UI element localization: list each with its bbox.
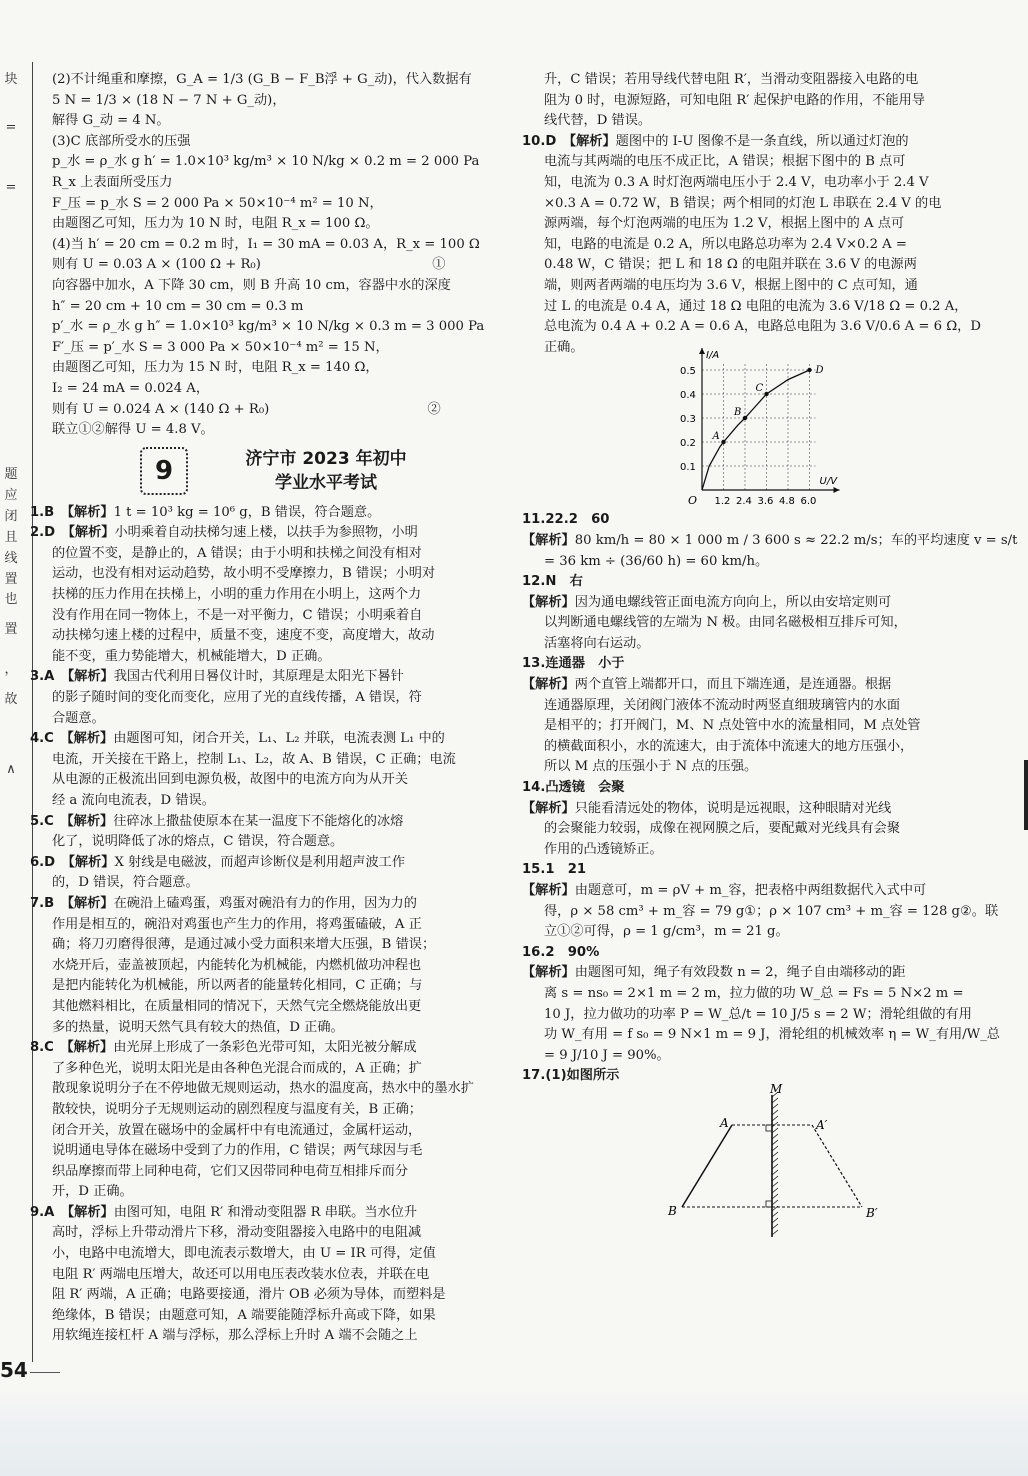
right-answer-first-line [522, 1066, 1000, 1087]
right-answer-first-line [522, 963, 1000, 984]
curve-point [743, 416, 747, 420]
answer-line: 知，电路的电流是 0.2 A，所以电路总功率为 2.4 V×0.2 A = [544, 236, 907, 252]
solution-line: 解得 G_动 = 4 N。 [52, 113, 170, 129]
answer-text: 由题图可知，绳子有效段数 n = 2，绳子自由端移动的距 [574, 965, 906, 981]
answer-line: 源两端，每个灯泡两端的电压为 1.2 V，根据上图中的 A 点可 [544, 216, 905, 232]
margin-char: = [5, 180, 17, 195]
right-answer-first-line [522, 943, 1000, 964]
solution-line: h″ = 20 cm + 10 cm = 30 cm = 0.3 m [52, 298, 304, 314]
answer-line: 高时，浮标上升带动滑片下移，滑动变阻器接入电路中的电阻减 [52, 1225, 422, 1241]
label-b-prime: B′ [866, 1205, 878, 1220]
answer-line: 正确。 [544, 339, 584, 355]
solution-line: p_水 = ρ_水 g h′ = 1.0×10³ kg/m³ × 10 N/kg × 0.2 m = 2 000 Pa [52, 154, 480, 170]
answer-text: 小明乘着自动扶梯匀速上楼，以扶手为参照物，小明 [114, 525, 418, 541]
left-answer [30, 503, 508, 524]
y-axis-label: I/A [706, 350, 720, 362]
margin-char: 置 [4, 572, 18, 587]
answer-line: 连通器原理，关闭阀门液体不流动时两竖直细玻璃管内的水面 [544, 697, 901, 713]
right-answer [522, 1066, 1000, 1087]
answer-line: 从电源的正极流出回到电源负极，故图中的电流方向为从开关 [52, 772, 409, 788]
solution-line: 由题图乙可知，压力为 15 N 时，电阻 R_x = 140 Ω， [52, 360, 379, 376]
left-answer-first-line [30, 894, 508, 915]
x-arrow [834, 487, 840, 493]
answer-text: X 射线是电磁波，而超声诊断仪是利用超声波工作 [114, 854, 406, 870]
solution-line: 联立①②解得 U = 4.8 V。 [52, 422, 214, 438]
answer-line: 开，D 正确。 [52, 1184, 133, 1200]
answer-head: 9.A 【解析】 [30, 1204, 114, 1220]
right-answer [522, 572, 1000, 593]
answer-line: 织品摩擦而带上同种电荷，它们又因带同种电荷互相排斥而分 [52, 1163, 409, 1179]
iu-graph [522, 350, 1000, 510]
mirror-hatch [772, 1146, 778, 1151]
right-answer [522, 654, 1000, 675]
answer-text: 由题图可知，闭合开关，L₁、L₂ 并联，电流表测 L₁ 中的 [113, 731, 445, 747]
solution-line: 由题图乙可知，压力为 10 N 时，电阻 R_x = 100 Ω。 [52, 216, 379, 232]
q10-answer-first-line [522, 132, 1000, 153]
solution-line: 则有 U = 0.024 A × (140 Ω + R₀) ② [52, 401, 441, 417]
x-tick-label: 1.2 [714, 496, 731, 508]
mirror-hatch [772, 1098, 778, 1103]
solution-line: 则有 U = 0.03 A × (100 Ω + R₀) ① [52, 257, 446, 273]
answer-line: 绝缘体，B 错误；由题意可知，A 端要能随浮标升高或下降，如果 [52, 1307, 436, 1323]
mirror-hatch [772, 1212, 778, 1217]
y-tick-label: 0.2 [680, 438, 696, 450]
answer-head: 【解析】 [522, 965, 575, 981]
right-answer [522, 531, 1018, 572]
answer-line: 散现象说明分子在不停地做无规则运动，热水的温度高，热水中的墨水扩 [52, 1081, 474, 1097]
footer-background [0, 1390, 1028, 1476]
answer-line: 离 s = ns₀ = 2×1 m = 2 m，拉力做的功 W_总 = Fs = 5 N×2 m = [544, 985, 964, 1001]
mirror-hatch [772, 1122, 778, 1127]
answer-text: 两个直管上端都开口，而且下端连通，是连通器。根据 [574, 677, 892, 693]
answer-line: 用软绳连接杠杆 A 端与浮标，那么浮标上升时 A 端不会随之上 [52, 1328, 418, 1344]
margin-char: ， [4, 662, 18, 677]
answer-line: 活塞将向右运动。 [544, 635, 650, 651]
margin-char: 线 [4, 551, 18, 566]
mirror-hatch [772, 1218, 778, 1223]
answer-line: 的会聚能力较弱，成像在视网膜之后，要配戴对光线具有会聚 [544, 821, 901, 837]
left-answer-first-line [30, 667, 508, 688]
answer-head: 6.D 【解析】 [30, 854, 115, 870]
mirror-hatch [772, 1182, 778, 1187]
margin-char: 置 [4, 622, 18, 637]
right-answer-first-line [522, 572, 1000, 593]
answer-head: 【解析】 [522, 800, 575, 816]
answer-line: 动扶梯匀速上楼的过程中，质量不变，速度不变，高度增大，故动 [52, 628, 435, 644]
mirror-hatch [772, 1134, 778, 1139]
answer-line: 说明通电导体在磁场中受到了力的作用，C 错误；两气球因与毛 [52, 1143, 423, 1159]
right-answer-first-line [522, 654, 1000, 675]
margin-char: 故 [4, 692, 18, 707]
mirror-hatch [772, 1128, 778, 1133]
answer-line: 的位置不变，是静止的，A 错误；由于小明和扶梯之间没有相对 [52, 545, 422, 561]
answer-line: 的影子随时间的变化而变化，应用了光的直线传播，A 错误，符 [52, 690, 422, 706]
right-answer [522, 510, 1000, 531]
answer-line: 知，电流为 0.3 A 时灯泡两端电压小于 2.4 V，电功率小于 2.4 V [544, 174, 929, 190]
left-answer [30, 812, 508, 853]
answer-head: 5.C 【解析】 [30, 813, 114, 829]
mirror-hatch [772, 1116, 778, 1121]
y-tick-label: 0.5 [680, 366, 696, 378]
solution-line: 5 N = 1/3 × (18 N − 7 N + G_动)， [52, 92, 286, 108]
answer-line: 电流，开关接在干路上，控制 L₁、L₂，故 A、B 错误，C 正确；电流 [52, 751, 456, 767]
left-answer-first-line [30, 853, 508, 874]
answer-line: 所以 M 点的压强小于 N 点的压强。 [544, 759, 758, 775]
answer-text: 在碗沿上磕鸡蛋，鸡蛋对碗沿有力的作用，因为力的 [113, 895, 417, 911]
answer-line: 总电流为 0.4 A + 0.2 A = 0.6 A，电路总电阻为 3.6 V/0.6 A = 6 Ω，D [544, 319, 981, 335]
answer-head: 【解析】 [522, 677, 575, 693]
right-answer-first-line [522, 799, 1000, 820]
answer-line: 合题意。 [52, 710, 105, 726]
answer-line: 10 J，拉力做功的功率 P = W_总/t = 10 J/5 s = 2 W；滑轮组做的有用 [544, 1006, 972, 1022]
answer-head: 【解析】 [522, 883, 575, 898]
answer-line: 功 W_有用 = f s₀ = 9 N×1 m = 9 J，滑轮组的机械效率 η = W_有用/W_总 [544, 1027, 1000, 1043]
mirror-hatch [772, 1188, 778, 1193]
answer-head: 【解析】 [522, 532, 575, 548]
object-ab [682, 1125, 732, 1207]
exam-number-badge: 9 [140, 447, 188, 495]
answer-line: 散较快，说明分子无规则运动的剧烈程度与温度有关，B 正确； [52, 1101, 422, 1117]
mirror-hatch [772, 1194, 778, 1199]
mirror-hatch [772, 1152, 778, 1157]
answer-line: = 36 km ÷ (36/60 h) = 60 km/h。 [544, 553, 769, 569]
x-tick-label: 4.8 [779, 496, 795, 508]
left-answer [30, 853, 508, 894]
margin-char: 闭 [4, 509, 18, 524]
right-answers [522, 510, 1018, 1087]
mirror-hatch [772, 1224, 778, 1229]
answer-line: 的，D 错误，符合题意。 [52, 875, 199, 891]
margin-char: 块 [4, 72, 18, 87]
answer-text: 由题意可，m = ρV + m_容，把表格中两组数据代入式中可 [574, 883, 927, 898]
page-number-rule [30, 1372, 60, 1373]
answer-line: 能不变，重力势能增大，机械能增大，D 正确。 [52, 648, 331, 664]
exam-title-line2: 学业水平考试 [275, 472, 377, 493]
answer-line: 经 a 流向电流表，D 错误。 [52, 793, 215, 808]
right-answer-first-line [522, 860, 1000, 881]
solution-line: 向容器中加水，A 下降 30 cm，则 B 升高 10 cm，容器中水的深度 [52, 277, 451, 293]
answer-line: ×0.3 A = 0.72 W，B 错误；两个相同的灯泡 L 串联在 2.4 V 的电 [544, 195, 942, 211]
solution-line: F′_压 = p′_水 S = 3 000 Pa × 50×10⁻⁴ m² = 15 N， [52, 339, 389, 355]
left-top-solution [30, 70, 508, 441]
page-edge-mark [1024, 760, 1028, 830]
answer-head: 14.凸透镜 会聚 [522, 780, 625, 796]
origin-label: O [688, 494, 698, 508]
answer-text: 由图可知，电阻 R′ 和滑动变阻器 R 串联。当水位升 [113, 1204, 418, 1220]
answer-line: 多的热量，说明天然气具有较大的热值，D 正确。 [52, 1019, 344, 1035]
right-answer [522, 943, 1000, 964]
left-answer [30, 523, 508, 667]
page-number: 54 [0, 1358, 28, 1382]
mirror-hatch [772, 1164, 778, 1169]
mirror-hatch [772, 1200, 778, 1205]
answer-line: 电阻 R′ 两端电压增大，故还可以用电压表改装水位表，并联在电 [52, 1266, 430, 1282]
mirror-hatch [772, 1170, 778, 1175]
margin-char: 题 [4, 467, 18, 482]
answer-head: 2.D 【解析】 [30, 525, 115, 541]
right-answer-first-line [522, 531, 1018, 552]
answer-line: 是相平的；打开阀门，M、N 点处管中水的流量相同，M 点处管 [544, 718, 921, 734]
x-tick-label: 3.6 [757, 496, 774, 508]
solution-line: (4)当 h′ = 20 cm = 0.2 m 时，I₁ = 30 mA = 0.03 A，R_x = 100 Ω [52, 236, 480, 252]
right-answer [522, 860, 1000, 881]
answer-head: 15.1 21 [522, 862, 587, 878]
solution-line: 阻为 0 时，电源短路，可知电阻 R′ 起保护电路的作用，不能用导 [544, 92, 925, 108]
answer-head: 1.B 【解析】 [30, 504, 114, 520]
margin-char: 且 [4, 530, 18, 545]
solution-line: (2)不计绳重和摩擦，G_A = 1/3 (G_B − F_B浮 + G_动)，代入数据有 [52, 72, 472, 87]
left-answer-first-line [30, 523, 508, 544]
exam-banner [30, 445, 508, 497]
curve-point [807, 368, 811, 372]
answer-head: 7.B 【解析】 [30, 895, 114, 911]
y-tick-label: 0.4 [680, 390, 696, 402]
mirror-label: M [770, 1081, 783, 1096]
answer-line: 立①②可得，ρ = 1 g/cm³，m = 21 g。 [544, 924, 789, 940]
answer-line: 扶梯的压力作用在扶梯上，小明的重力作用在小明上，这两个力 [52, 587, 422, 603]
answer-line: 以判断通电螺线管的左端为 N 极。由同名磁极相互排斥可知， [544, 615, 907, 631]
right-top-solution [522, 70, 1000, 132]
curve-point [721, 440, 725, 444]
right-answer-first-line [522, 881, 1000, 902]
answer-line: = 9 J/10 J = 90%。 [544, 1047, 670, 1063]
left-answer-first-line [30, 729, 508, 750]
point-label: B [734, 407, 742, 419]
solution-line: p′_水 = ρ_水 g h″ = 1.0×10³ kg/m³ × 10 N/kg × 0.3 m = 3 000 Pa [52, 319, 485, 335]
point-label: C [755, 383, 764, 395]
margin-char: 应 [4, 488, 18, 503]
answer-text: 由光屏上形成了一条彩色光带可知，太阳光被分解成 [113, 1040, 417, 1056]
right-column [522, 70, 1018, 1239]
answer-text: 1 t = 10³ kg = 10⁶ g，B 错误，符合题意。 [113, 504, 381, 520]
label-a: A [720, 1115, 729, 1130]
answer-line: 其他燃料相比，在质量相同的情况下，天然气完全燃烧能放出更 [52, 998, 422, 1014]
mirror-hatch [772, 1104, 778, 1109]
answer-line: 得，ρ × 58 cm³ + m_容 = 79 g①；ρ × 107 cm³ + m_容 = 128 g②。联 [544, 903, 999, 919]
x-tick-label: 6.0 [800, 496, 817, 508]
right-answer [522, 593, 1000, 655]
q10-answer [522, 132, 1000, 362]
x-axis-label: U/V [819, 476, 838, 488]
answer-text: 80 km/h = 80 × 1 000 m / 3 600 s ≈ 22.2 m/s；车的平均速度 v = s/t [574, 532, 1018, 548]
label-a-prime: A′ [816, 1117, 828, 1132]
answer-line: 闭合开关，放置在磁场中的金属杆中有电流通过，金属杆运动， [52, 1122, 422, 1138]
answer-line: 是把内能转化为机械能，所以两者的能量转化相同，C 正确；与 [52, 978, 423, 994]
answer-head: 11.22.2 60 [522, 512, 610, 528]
right-answer-first-line [522, 675, 1000, 696]
mirror-hatch [772, 1110, 778, 1115]
left-answer-first-line [30, 1203, 508, 1224]
label-b: B [668, 1203, 677, 1218]
answer-head: 17.(1)如图所示 [522, 1068, 620, 1084]
mirror-hatch [772, 1176, 778, 1181]
right-answer [522, 675, 1000, 778]
answer-text: 因为通电螺线管正面电流方向向上，所以由安培定则可 [574, 594, 892, 610]
mirror-hatch [772, 1158, 778, 1163]
right-answer [522, 963, 1000, 1066]
solution-line: I₂ = 24 mA = 0.024 A， [52, 380, 210, 396]
right-answer [522, 799, 1000, 861]
right-angle-a [766, 1125, 772, 1131]
left-answer [30, 729, 508, 811]
answer-text: 只能看清远处的物体，说明是远视眼，这种眼睛对光线 [574, 800, 892, 816]
exam-title-line1: 济宁市 2023 年初中 [245, 448, 407, 469]
left-answer [30, 667, 508, 729]
solution-line: (3)C 底部所受水的压强 [52, 133, 191, 149]
solution-line: 升，C 错误；若用导线代替电阻 R′，当滑动变阻器接入电路的电 [544, 72, 919, 87]
solution-line: R_x 上表面所受压力 [52, 174, 173, 190]
answer-line: 运动，也没有相对运动趋势，故小明不受摩擦力，B 错误；小明对 [52, 566, 436, 582]
margin-char: ∧ [6, 762, 16, 777]
mirror-figure [522, 1081, 1000, 1239]
solution-line: F_压 = p_水 S = 2 000 Pa × 50×10⁻⁴ m² = 10 N， [52, 195, 383, 211]
left-answer [30, 1203, 508, 1347]
answer-line: 没有作用在同一物体上，不是一对平衡力，C 错误；小明乘着自 [52, 607, 423, 623]
mirror-hatch [772, 1140, 778, 1145]
answer-line: 确；将刀刃磨得很薄，是通过减小受力面积来增大压强，B 错误； [52, 937, 436, 953]
y-tick-label: 0.3 [680, 414, 696, 426]
answer-line: 的横截面积小，水的流速大，由于流体中流速大的地方压强小， [544, 738, 914, 754]
answer-head: 10.D 【解析】 [522, 133, 616, 149]
right-angle-b [766, 1201, 772, 1207]
left-answer [30, 1038, 508, 1203]
answer-head: 8.C 【解析】 [30, 1040, 114, 1056]
point-label: D [815, 365, 824, 377]
answer-line: 0.48 W，C 错误；把 L 和 18 Ω 的电阻并联在 3.6 V 的电源两 [544, 257, 917, 273]
question-10 [522, 132, 1000, 362]
left-answer-first-line [30, 1038, 508, 1059]
answer-line: 作用的凸透镜矫正。 [544, 841, 663, 857]
right-answer [522, 778, 1000, 799]
iu-graph-figure [522, 350, 1000, 510]
right-answer-first-line [522, 510, 1000, 531]
answer-line: 水烧开后，壶盖被顶起，内能转化为机械能，内燃机做功冲程也 [52, 957, 422, 973]
answer-head: 4.C 【解析】 [30, 731, 114, 747]
answer-line: 端，则两者两端的电压均为 3.6 V，根据上图中的 C 点可知，通 [544, 277, 918, 293]
margin-char: 也 [4, 592, 18, 607]
mirror-hatch [772, 1230, 778, 1235]
answer-line: 了多种色光，说明太阳光是由各种色光混合而成的，A 正确；扩 [52, 1060, 422, 1076]
answer-head: 【解析】 [522, 594, 575, 610]
answer-line: 小，电路中电流增大，即电流表示数增大，由 U = IR 可得，定值 [52, 1246, 436, 1262]
right-answer-first-line [522, 778, 1000, 799]
left-answer-first-line [30, 503, 508, 524]
answer-line: 作用是相互的，碗沿对鸡蛋也产生力的作用，将鸡蛋磕破，A 正 [52, 916, 422, 932]
answer-head: 3.A 【解析】 [30, 669, 114, 685]
left-answer-first-line [30, 812, 508, 833]
left-answers [30, 503, 508, 1347]
answer-line: 化了，说明降低了冰的熔点，C 错误，符合题意。 [52, 834, 344, 850]
answer-line: 过 L 的电流是 0.4 A，通过 18 Ω 电阻的电流为 3.6 V/18 Ω = 0.2 A， [544, 298, 968, 314]
point-label: A [712, 431, 720, 443]
curve-point [764, 392, 768, 396]
answer-line: 阻 R′ 两端，A 正确；电路要接通，滑片 OB 必须为导体，而塑料是 [52, 1287, 446, 1303]
right-answer-first-line [522, 593, 1000, 614]
answer-text: 题图中的 I-U 图像不是一条直线，所以通过灯泡的 [615, 133, 909, 149]
answer-line: 电流与其两端的电压不成正比，A 错误；根据下图中的 B 点可 [544, 154, 906, 170]
answer-head: 13.连通器 小于 [522, 656, 625, 672]
image-ab [812, 1125, 862, 1207]
x-tick-label: 2.4 [736, 496, 752, 508]
answer-text: 我国古代利用日晷仪计时，其原理是太阳光下晷针 [113, 669, 404, 685]
answer-head: 16.2 90% [522, 944, 600, 960]
left-answer [30, 894, 508, 1038]
exam-title [206, 447, 446, 495]
mirror-diagram [522, 1081, 1000, 1237]
answer-head: 12.N 右 [522, 574, 583, 590]
right-answer [522, 881, 1000, 943]
left-column [30, 70, 508, 1347]
y-tick-label: 0.1 [680, 462, 696, 474]
answer-text: 往碎冰上撒盐使原本在某一温度下不能熔化的冰熔 [113, 813, 404, 829]
solution-line: 线代替，D 错误。 [544, 113, 652, 129]
margin-char: = [5, 120, 17, 135]
